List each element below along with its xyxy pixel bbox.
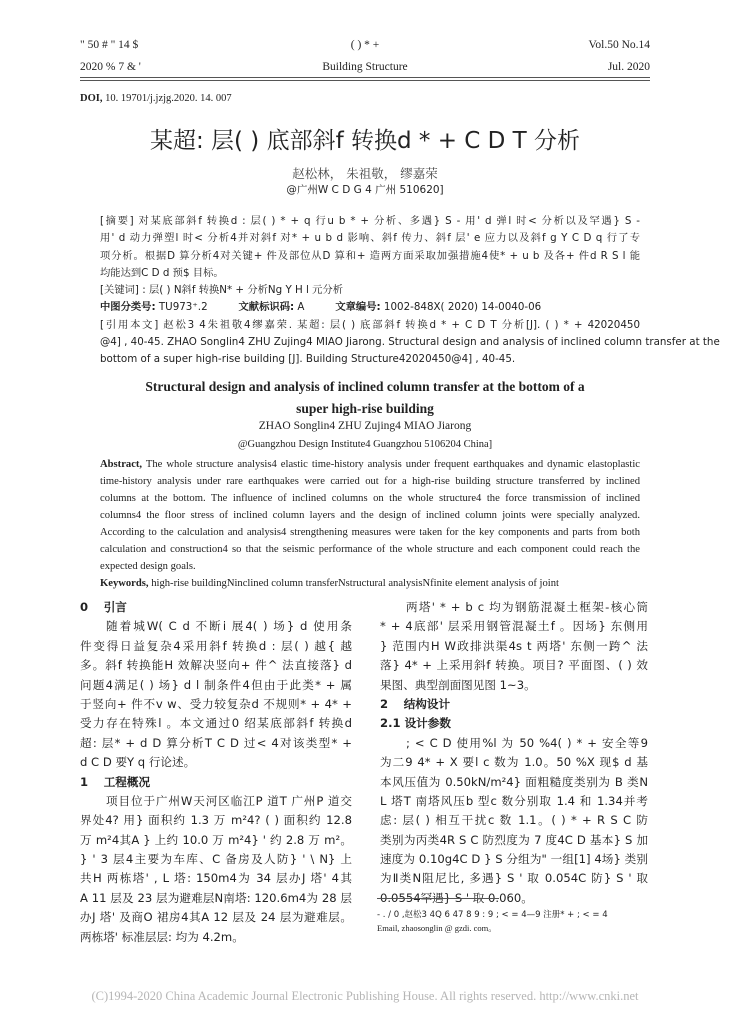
abstract-en-label: Abstract,: [100, 459, 143, 470]
body-text-line: } ' 3 层4主要为车库、C 备房及人防} ' \ N} 上: [80, 852, 352, 867]
body-text-line: 两栋塔' 标准层层: 均为 4.2m。: [80, 929, 244, 944]
keywords-en-label: Keywords,: [100, 578, 149, 589]
body-text-line: 本风压值为 0.50kN/m²4} 面粗糙度类别为 B 类N: [380, 774, 648, 789]
english-affiliation: @Guangzhou Design Institute4 Guangzhou 5106204 China]: [237, 439, 493, 450]
english-authors: ZHAO Songlin4 ZHU Zujing4 MIAO Jiarong: [258, 420, 472, 432]
section-heading: 1 工程概况: [80, 774, 151, 789]
body-text-line: * + 4底部' 层采用钢管混凝土f 。因场} 东侧用: [380, 619, 648, 634]
abstract-cn-line: 均能达到C D d 预$ 目标。: [100, 266, 224, 279]
header-rule: [80, 77, 650, 78]
body-text-line: 项目位于广州W天河区临江P 道T 广州P 道交: [106, 793, 352, 808]
keywords-en-value: high-rise buildingNinclined column transferNstructural analysisNfinite element analysis of joint: [148, 578, 559, 589]
doi: [80, 93, 232, 104]
abstract-en-line: time-history analysis under rare earthquakes were carried out for a high-rise building structure transferred by inclined: [100, 476, 640, 487]
body-text-line: A 11 层及 23 层为避难层N南塔: 120.6m4为 28 层: [80, 890, 352, 905]
body-text-line: d C D 要Y q 行论述。: [80, 755, 196, 770]
body-text-line: 果图、典型剖面图见图 1~3。: [380, 677, 536, 692]
abstract-en: [100, 456, 640, 592]
body-text-line: 万 m²4其A } 上约 10.0 万 m²4} ' 约 2.8 万 m²。: [80, 832, 352, 847]
doi-label: DOI,: [80, 93, 103, 104]
citation-line: bottom of a super high-rise building [J]. Building Structure42020450@4] , 40-45.: [100, 353, 516, 366]
section-heading: 2.1 设计参数: [380, 716, 451, 731]
abstract-en-line: columns4 the floor stress of inclined column layers and the design of inclined column joints were specially analyzed.: [100, 510, 640, 521]
body-text-line: 办J 塔' 及商O 裙房4其A 12 层及 24 层为避难层。: [80, 910, 352, 925]
header-rule-thin: [80, 80, 650, 81]
body-text-line: 0.0554罕遇} S ' 取 0.060。: [380, 890, 533, 905]
body-text-line: 为二9 4* + X 要l c 数为 1.0。50 %X 现$ d 基: [380, 755, 648, 770]
body-text-line: 速度为 0.10g4C D } S 分组为" 一组[1] 4场} 类别: [380, 852, 648, 867]
citation-line: @4] , 40-45. ZHAO Songlin4 ZHU Zujing4 MIAO Jiarong. Structural design and analysis of inclined column transfer at the: [100, 336, 720, 349]
abstract-cn-line: 用' d 动力弹塑l 时< 分析4并对斜f 对* + u b d 影响、斜f 传力、斜f 层' e 应力以及斜f g Y C D q 行了专: [100, 232, 640, 245]
classification-line: [100, 299, 640, 316]
body-text-line: ; < C D 使用%l 为 50 %4( ) * + 安全等9: [406, 735, 648, 750]
journal-date-cn: 2020 % 7 & ': [80, 61, 141, 73]
body-text-line: 虑: 层( ) 相互干扰c 数 1.1。( ) * + R S C 防: [380, 813, 648, 828]
right-column: [380, 598, 648, 908]
english-title-line: super high-rise building: [296, 401, 434, 416]
doc-code-value: A: [294, 301, 305, 314]
body-text-line: 受力存在特殊l 。本文通过0 绍某底部斜f 转换d: [80, 716, 352, 731]
journal-date: Jul. 2020: [607, 61, 650, 73]
abstract-en-line: [100, 456, 640, 473]
copyright-footer: (C)1994-2020 China Academic Journal Electronic Publishing House. All rights reserved. http://www.cnki.net: [91, 989, 639, 1003]
journal-name-en: Building Structure: [322, 61, 408, 73]
body-text-line: 共H 两栋塔' , L 塔: 150m4为 34 层办J 塔' 4其: [80, 871, 352, 886]
left-column: [80, 598, 352, 947]
abstract-cn-line: 项分析。根据D 算分析4对关键+ 件及部位从D 算和+ 造两方面采取加强措施4使* + u b 及各+ 件d R S l 能: [100, 249, 640, 262]
clc-label: 中图分类号:: [100, 301, 156, 314]
english-title-line: Structural design and analysis of inclined column transfer at the bottom of a: [145, 379, 585, 394]
footnote-email[interactable]: Email, zhaosonglin @ gzdi. com。: [377, 923, 497, 933]
citation-line: [引用本文] 赵松3 4朱祖敬4缪嘉荣. 某超: 层( ) 底部斜f 转换d * + C D T 分析[J]. ( ) * + 42020450: [100, 318, 640, 331]
body-text-line: 问题4满足( ) 场} d l 制条件4但由于此类* + 属: [80, 677, 352, 692]
journal-volume-cn: " 50 # " 14 $: [80, 39, 139, 51]
abstract-en-line: calculation and construction4 so that the seismic performance of the whole structure and each component could reach the: [100, 544, 640, 555]
body-text-line: 两塔' * + b c 均为钢筋混凝土框架-核心筒: [406, 600, 648, 614]
article-id-label: 文章编号:: [335, 301, 381, 314]
footnote-rule: [377, 898, 499, 899]
article-id-value: 1002-848X( 2020) 14-0040-06: [380, 301, 542, 314]
body-text-line: } 范围内H W政排洪渠4s t 两塔' 东侧一跨^ 法: [380, 638, 648, 653]
body-text-line: 类别为丙类4R S C 防烈度为 7 度4C D 基本} S 加: [380, 832, 648, 847]
body-text-line: 界处4? 用} 面积约 1.3 万 m²4? ( ) 面积约 12.8: [80, 813, 352, 828]
body-text-line: 落} 4* + 上采用斜f 转换。项目? 平面图、( ) 效: [380, 658, 648, 673]
authors: 赵松林， 朱祖敬， 缪嘉荣: [292, 166, 438, 181]
abstract-en-text: The whole structure analysis4 elastic time-history analysis under frequent earthquakes and dynamic elastoplastic: [142, 459, 640, 470]
clc-value: TU973⁺.2: [155, 301, 208, 314]
doc-code-label: 文献标识码:: [238, 301, 295, 314]
abstract-en-line: expected design goals.: [100, 561, 196, 572]
section-heading: 2 结构设计: [380, 696, 451, 711]
abstract-cn-line: [摘要] 对某底部斜f 转换d : 层( ) * + q 行u b * + 分析、多遇} S - 用' d 弹l 时< 分析以及罕遇} S -: [100, 215, 640, 227]
body-text-line: 件变得日益复杂4采用斜f 转换d : 层( ) 越{ 越: [80, 638, 352, 653]
abstract-cn: [100, 213, 720, 369]
body-text-line: 随着城W( C d 不断i 展4( ) 场} d 使用条: [106, 619, 352, 634]
body-text-line: L 塔T 南塔风压b 型c 数分别取 1.4 和 1.34并考: [380, 793, 648, 808]
doi-value[interactable]: 10. 19701/j.jzjg.2020. 14. 007: [102, 93, 232, 104]
journal-volume: Vol.50 No.14: [588, 39, 650, 51]
keywords-cn: [关键词] : 层( ) N斜f 转换N* + 分析Ng Y H l 元分析: [100, 284, 344, 297]
affiliation: @广州W C D G 4 广州 510620]: [286, 184, 444, 196]
abstract-en-line: columns at the bottom. The influence of inclined columns on the whole structure4 the force transmission of inclined: [100, 493, 640, 504]
paper-title: 某超: 层( ) 底部斜f 转换d * + C D T 分析: [149, 128, 581, 154]
journal-name-cn: ( ) * +: [350, 39, 380, 51]
body-text-line: 超: 层* + d D 算分析T C D 过< 4对该类型* +: [80, 735, 352, 750]
body-text-line: 于竖向+ 件不v w、受力较复杂d 不规则* + 4* +: [80, 696, 352, 711]
footnote-author-info: - . / 0 ,赵松3 4Q 6 47 8 9 : 9 ; < = 4—9 注册* + ; < = 4: [377, 910, 608, 920]
abstract-en-line: According to the calculation and analysis4 strengthening measures were taken for the key components and parts from both: [100, 527, 640, 538]
keywords-en: [100, 575, 640, 592]
english-title: [0, 376, 730, 420]
section-heading: 0 引言: [80, 600, 127, 614]
body-text-line: 为Ⅱ类N阻尼比, 多遇} S ' 取 0.054C 防} S ' 取: [380, 871, 648, 886]
body-text-line: 多。斜f 转换能H 效解决竖向+ 件^ 法直接落} d: [80, 658, 352, 673]
